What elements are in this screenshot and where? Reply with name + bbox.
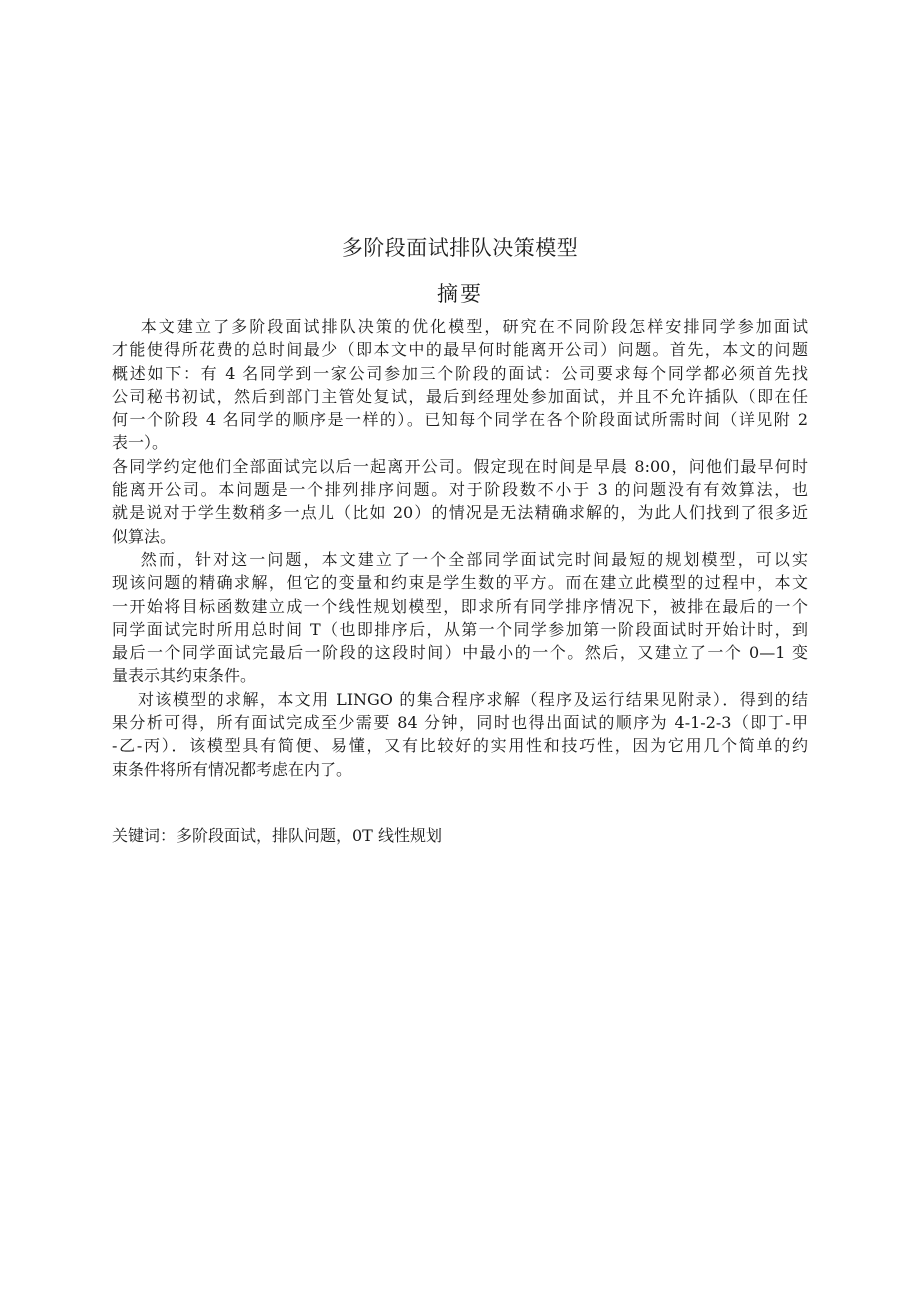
text-line: -乙-丙）．该模型具有简便、易懂，又有比较好的实用性和技巧性，因为它用几个简单的约 bbox=[112, 736, 808, 756]
text-line: 果分析可得，所有面试完成至少需要 84 分钟，同时也得出面试的顺序为 4-1-2-3（即丁-甲 bbox=[112, 713, 808, 733]
abstract-paragraph bbox=[112, 455, 808, 548]
text-line: 量表示其约束条件。 bbox=[112, 666, 257, 686]
text-line: 对该模型的求解，本文用 LINGO 的集合程序求解（程序及运行结果见附录）．得到的结 bbox=[112, 689, 808, 709]
text-line: 一开始将目标函数建立成一个线性规划模型，即求所有同学排序情况下，被排在最后的一个 bbox=[112, 596, 808, 616]
abstract-paragraph bbox=[112, 548, 808, 688]
text-line: 能离开公司。本问题是一个排列排序问题。对于阶段数不小于 3 的问题没有有效算法，也 bbox=[112, 480, 808, 500]
text-line: 最后一个同学面试完最后一阶段的这段时间）中最小的一个。然后，又建立了一个 0—1 变 bbox=[112, 643, 808, 663]
text-line: 束条件将所有情况都考虑在内了。 bbox=[112, 759, 353, 779]
abstract-heading: 摘要 bbox=[437, 282, 483, 306]
text-line: 同学面试完时所用总时间 T（也即排序后，从第一个同学参加第一阶段面试时开始计时，到 bbox=[112, 619, 808, 639]
text-line: 然而，针对这一问题，本文建立了一个全部同学面试完时间最短的规划模型，可以实 bbox=[112, 549, 808, 569]
abstract-body bbox=[112, 315, 808, 781]
text-line: 各同学约定他们全部面试完以后一起离开公司。假定现在时间是早晨 8:00，问他们最早何时 bbox=[112, 456, 808, 476]
abstract-paragraph bbox=[112, 315, 808, 455]
text-line: 表一）。 bbox=[112, 433, 169, 453]
text-line: 现该问题的精确求解，但它的变量和约束是学生数的平方。而在建立此模型的过程中，本文 bbox=[112, 573, 808, 593]
keywords-line: 关键词：多阶段面试，排队问题，0T 线性规划 bbox=[112, 826, 442, 845]
abstract-paragraph bbox=[112, 688, 808, 781]
text-line: 概述如下：有 4 名同学到一家公司参加三个阶段的面试：公司要求每个同学都必须首先找 bbox=[112, 363, 808, 383]
text-line: 本文建立了多阶段面试排队决策的优化模型，研究在不同阶段怎样安排同学参加面试 bbox=[112, 317, 808, 336]
text-line: 何一个阶段 4 名同学的顺序是一样的）。已知每个同学在各个阶段面试所需时间（详见附 2 bbox=[112, 410, 808, 430]
text-line: 似算法。 bbox=[112, 526, 177, 546]
text-line: 才能使得所花费的总时间最少（即本文中的最早何时能离开公司）问题。首先，本文的问题 bbox=[112, 340, 808, 360]
text-line: 就是说对于学生数稍多一点儿（比如 20）的情况是无法精确求解的，为此人们找到了很多近 bbox=[112, 503, 808, 523]
text-line: 公司秘书初试，然后到部门主管处复试，最后到经理处参加面试，并且不允许插队（即在任 bbox=[112, 386, 808, 406]
paper-title: 多阶段面试排队决策模型 bbox=[341, 236, 579, 260]
